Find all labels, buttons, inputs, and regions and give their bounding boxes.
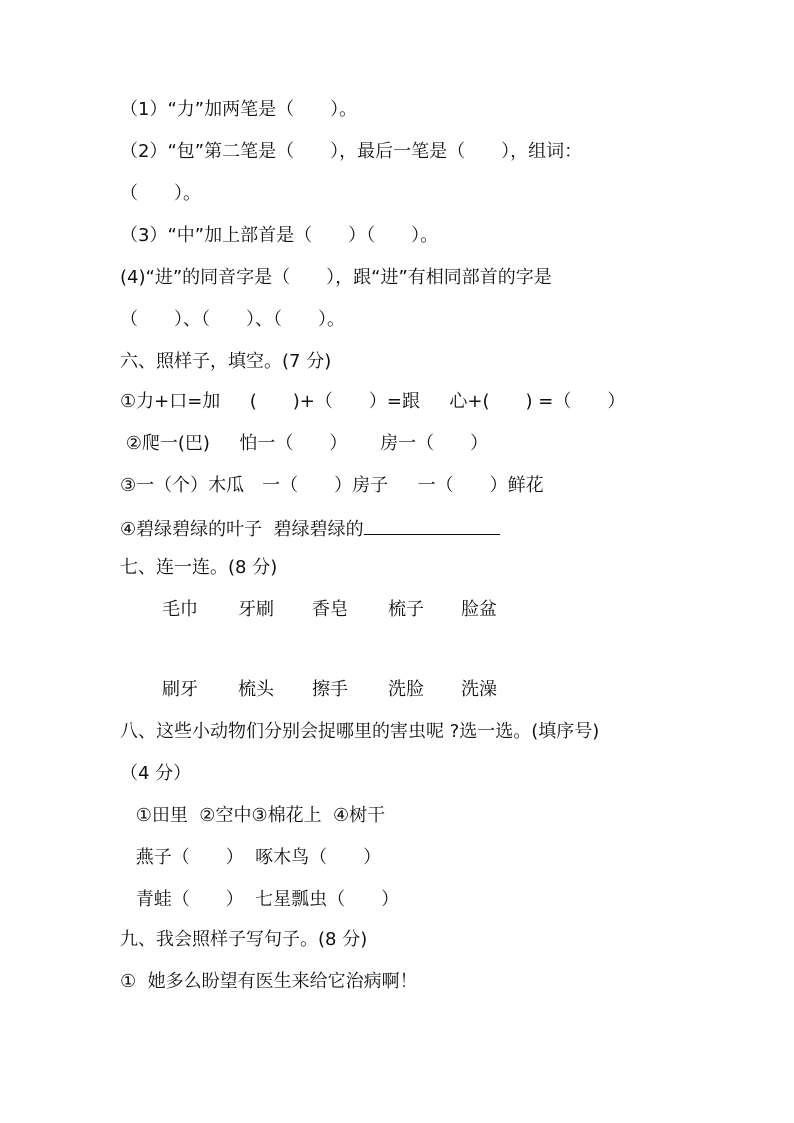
section8-score: （4 分） bbox=[120, 763, 192, 784]
q5-3: （3）“中”加上部首是（ ）（ ）。 bbox=[120, 225, 439, 246]
section8-title: 八、这些小动物们分别会捉哪里的害虫呢 ?选一选。(填序号) bbox=[120, 721, 600, 742]
match-bottom-item[interactable]: 擦手 bbox=[312, 679, 348, 700]
match-top-item[interactable]: 香皂 bbox=[312, 599, 348, 620]
section9-title: 九、我会照样子写句子。(8 分) bbox=[120, 929, 368, 950]
section6-line4 bbox=[120, 516, 500, 542]
match-top-item[interactable]: 毛巾 bbox=[162, 599, 198, 620]
section7-title: 七、连一连。(8 分) bbox=[120, 557, 278, 578]
match-bottom-item[interactable]: 梳头 bbox=[238, 679, 274, 700]
section6-line4-text: ④碧绿碧绿的叶子 碧绿碧绿的 bbox=[120, 519, 364, 540]
section9-q1: ① 她多么盼望有医生来给它治病啊！ bbox=[120, 971, 418, 992]
section6-line1: ①力+口=加 ( )+（ ）=跟 心+( ) =（ ） bbox=[120, 391, 626, 412]
section8-line1: 燕子（ ） 啄木鸟（ ） bbox=[130, 847, 382, 868]
section6-line2: ②爬一(巴) 怕一（ ） 房一（ ） bbox=[120, 433, 489, 454]
match-bottom-item[interactable]: 刷牙 bbox=[162, 679, 198, 700]
q5-2-line2: （ ）。 bbox=[120, 183, 201, 204]
answer-blank[interactable] bbox=[364, 516, 500, 535]
match-bottom-item[interactable]: 洗澡 bbox=[461, 679, 497, 700]
match-top-item[interactable]: 梳子 bbox=[388, 599, 424, 620]
q5-2-line1: （2）“包”第二笔是（ ），最后一笔是（ ），组词： bbox=[120, 141, 583, 162]
q5-1: （1）“力”加两笔是（ ）。 bbox=[120, 99, 358, 120]
match-top-item[interactable]: 牙刷 bbox=[238, 599, 274, 620]
section8-line2: 青蛙（ ） 七星瓢虫（ ） bbox=[130, 889, 400, 910]
q5-4-line1: (4)“进”的同音字是（ ），跟“进”有相同部首的字是 bbox=[120, 267, 552, 288]
section8-options: ①田里 ②空中③棉花上 ④树干 bbox=[130, 805, 386, 826]
q5-4-line2: （ ）、（ ）、（ ）。 bbox=[120, 309, 345, 330]
section6-line3: ③一（个）木瓜 一（ ）房子 一（ ）鲜花 bbox=[120, 475, 544, 496]
match-bottom-item[interactable]: 洗脸 bbox=[388, 679, 424, 700]
match-top-item[interactable]: 脸盆 bbox=[461, 599, 497, 620]
section6-title: 六、照样子，填空。(7 分) bbox=[120, 351, 332, 372]
